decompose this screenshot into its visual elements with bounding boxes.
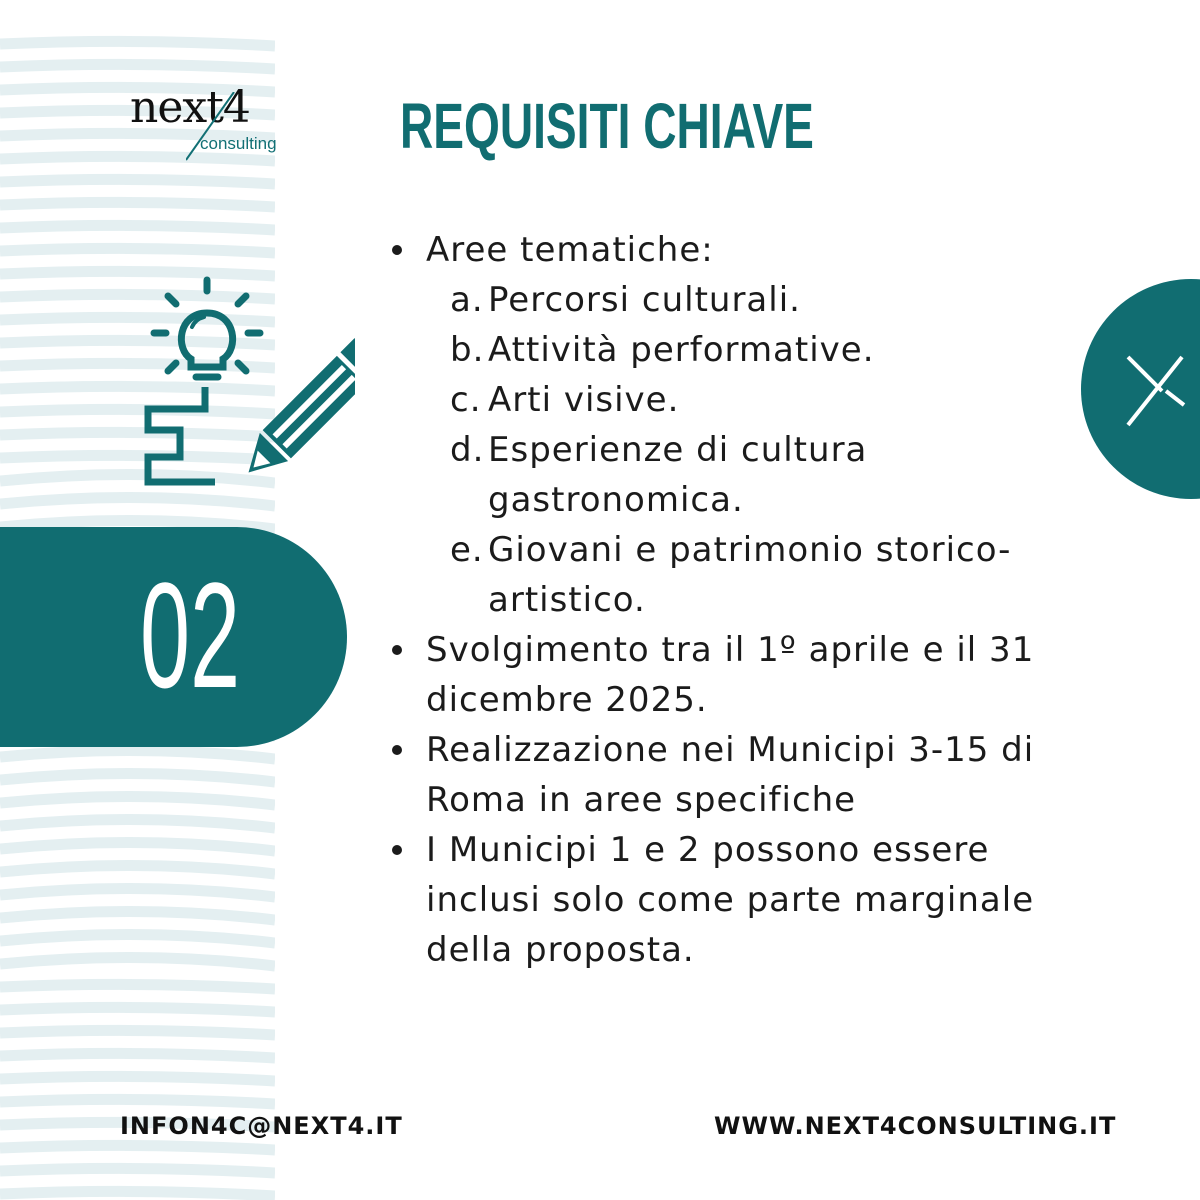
sub-item-letter: e. bbox=[450, 530, 484, 570]
bullet-text: Aree tematiche: bbox=[426, 230, 714, 270]
x-logo-icon bbox=[1122, 355, 1188, 427]
stripe-line bbox=[0, 1099, 275, 1104]
stripe-line bbox=[0, 225, 275, 230]
stripe-line bbox=[0, 819, 275, 828]
stripe-line bbox=[0, 750, 275, 759]
stripe-line bbox=[0, 934, 275, 943]
stripe-line bbox=[0, 957, 275, 966]
stripe-line bbox=[0, 64, 275, 69]
sub-item-text: Attività performative. bbox=[488, 330, 875, 370]
sub-item-text: Percorsi culturali. bbox=[488, 280, 801, 320]
bullet-dot bbox=[392, 645, 402, 655]
stripe-line bbox=[0, 773, 275, 782]
sub-item-text: Giovani e patrimonio storico- bbox=[488, 530, 1012, 570]
page-title: REQUISITI CHIAVE bbox=[400, 90, 814, 162]
sub-item-letter: b. bbox=[450, 330, 485, 370]
bullet-text: della proposta. bbox=[426, 930, 695, 970]
stripe-line bbox=[0, 497, 275, 506]
bullet-dot bbox=[392, 845, 402, 855]
bullet-dot bbox=[392, 245, 402, 255]
stripe-line bbox=[0, 179, 275, 184]
sub-item-text: gastronomica. bbox=[488, 480, 744, 520]
logo-wordmark: next4 bbox=[130, 82, 250, 133]
bullet-text: Svolgimento tra il 1º aprile e il 31 bbox=[426, 630, 1035, 670]
sub-item-text: Esperienze di cultura bbox=[488, 430, 868, 470]
footer-website[interactable]: WWW.NEXT4CONSULTING.IT bbox=[714, 1112, 1117, 1140]
bullet-text: dicembre 2025. bbox=[426, 680, 708, 720]
pencil-icon bbox=[234, 338, 355, 486]
sub-item-letter: d. bbox=[450, 430, 485, 470]
idea-illustration bbox=[140, 275, 355, 490]
stripe-line bbox=[0, 1145, 275, 1150]
stripe-line bbox=[0, 248, 275, 253]
footer-email[interactable]: INFON4C@NEXT4.IT bbox=[120, 1112, 403, 1140]
lightbulb-icon bbox=[154, 280, 260, 377]
bullet-dot bbox=[392, 745, 402, 755]
stripe-line bbox=[0, 1030, 275, 1035]
bullet-text: inclusi solo come parte marginale bbox=[426, 880, 1035, 920]
bullet-text: Realizzazione nei Municipi 3-15 di bbox=[426, 730, 1035, 770]
stripe-line bbox=[0, 1191, 275, 1196]
stripe-line bbox=[0, 1168, 275, 1173]
logo-subtitle: consulting bbox=[200, 134, 277, 153]
bullet-text: I Municipi 1 e 2 possono essere bbox=[426, 830, 990, 870]
stripe-line bbox=[0, 1053, 275, 1058]
stair-path-icon bbox=[148, 387, 215, 482]
sub-item-text: artistico. bbox=[488, 580, 646, 620]
stripe-line bbox=[0, 1076, 275, 1081]
stripe-line bbox=[0, 1007, 275, 1012]
stripe-line bbox=[0, 984, 275, 989]
bullet-text: Roma in aree specifiche bbox=[426, 780, 857, 820]
stripe-line bbox=[0, 796, 275, 805]
stripe-line bbox=[0, 842, 275, 851]
sub-item-text: Arti visive. bbox=[488, 380, 680, 420]
stripe-line bbox=[0, 41, 275, 46]
sub-item-letter: a. bbox=[450, 280, 484, 320]
stripe-line bbox=[0, 865, 275, 874]
stripe-line bbox=[0, 888, 275, 897]
sub-item-letter: c. bbox=[450, 380, 482, 420]
stripe-line bbox=[0, 911, 275, 920]
section-number: 02 bbox=[140, 551, 241, 719]
stripe-line bbox=[0, 202, 275, 207]
company-logo bbox=[130, 84, 290, 156]
